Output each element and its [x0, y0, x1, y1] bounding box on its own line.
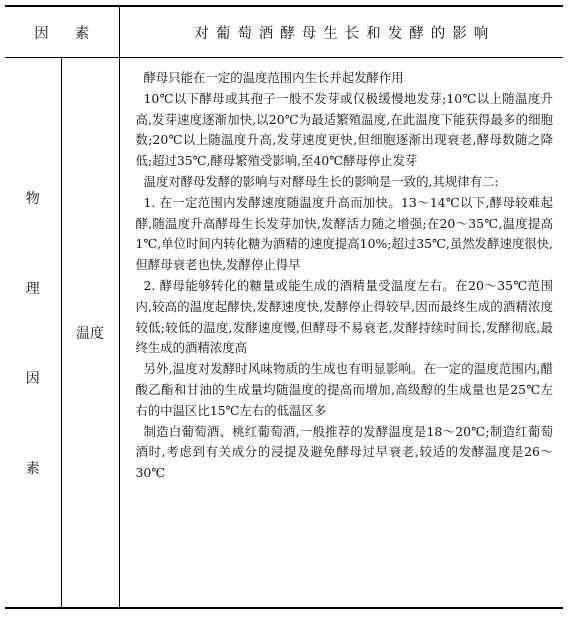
table-row: [5, 58, 563, 609]
category-char: 理: [25, 280, 40, 297]
paragraph: 10℃以下酵母或其孢子一般不发芽或仅极缓慢地发芽;10℃以上随温度升高,发芽速度逐渐加快,以20℃为最适繁殖温度,在此温度下能获得最多的细胞数;20℃以上随温度升高,发芽速度更快,但细胞逐渐出现衰老,酵母数随之降低;超过35℃,酵母繁殖受影响,至40℃酵母停止发芽: [135, 90, 553, 169]
category-char: 素: [25, 460, 40, 477]
subfactor-cell: [61, 58, 119, 609]
header-effect-text: 对葡萄酒酵母生长和发酵的影响: [194, 25, 496, 42]
paragraph: 制造白葡萄酒、桃红葡萄酒,一般推荐的发酵温度是18～20℃;制造红葡萄酒时,考虑到有关成分的浸提及避免酵母过早衰老,较适的发酵温度是26～30℃: [135, 423, 553, 481]
paragraph: 温度对酵母发酵的影响与对酵母生长的影响是一致的,其规律有二:: [143, 173, 499, 189]
paragraph: 2. 酵母能够转化的糖量或能生成的酒精量受温度左右。在20～35℃范围内,较高的温度起酵快,发酵速度快,发酵停止得较早,因而最终生成的酒精浓度较低;较低的温度,发酵速度慢,但酵母不易衰老,发酵持续时间长,发酵彻底,最终生成的酒精浓度高: [135, 277, 553, 356]
category-char: 物: [25, 190, 40, 207]
paragraph: 1. 在一定范围内发酵速度随温度升高而加快。13～14℃以下,酵母较难起酵,随温度升高酵母生长发芽加快,发酵活力随之增强;在20～35℃,温度提高1℃,单位时间内转化糖为酒精的速度提高10%;超过35℃,虽然发酵速度很快,但酵母衰老也快,发酵停止得早: [135, 194, 553, 273]
effect-description-cell: [119, 58, 563, 609]
category-cell: [5, 58, 61, 609]
table-header-row: [5, 6, 563, 58]
yeast-temperature-table: [5, 5, 563, 609]
header-effect: [119, 6, 563, 58]
paragraph: 另外,温度对发酵时风味物质的生成也有明显影响。在一定的温度范围内,醋酸乙酯和甘油的生成量均随温度的提高而增加,高级醇的生成量也是25℃左右的中温区比15℃左右的低温区多: [135, 361, 553, 418]
category-char: 因: [25, 370, 40, 387]
subfactor-label: 温度: [76, 325, 104, 342]
paragraph: 酵母只能在一定的温度范围内生长并起发酵作用: [143, 70, 404, 85]
category-label: [5, 188, 61, 478]
header-factor: [5, 6, 119, 58]
header-factor-text: 因素: [34, 25, 116, 42]
